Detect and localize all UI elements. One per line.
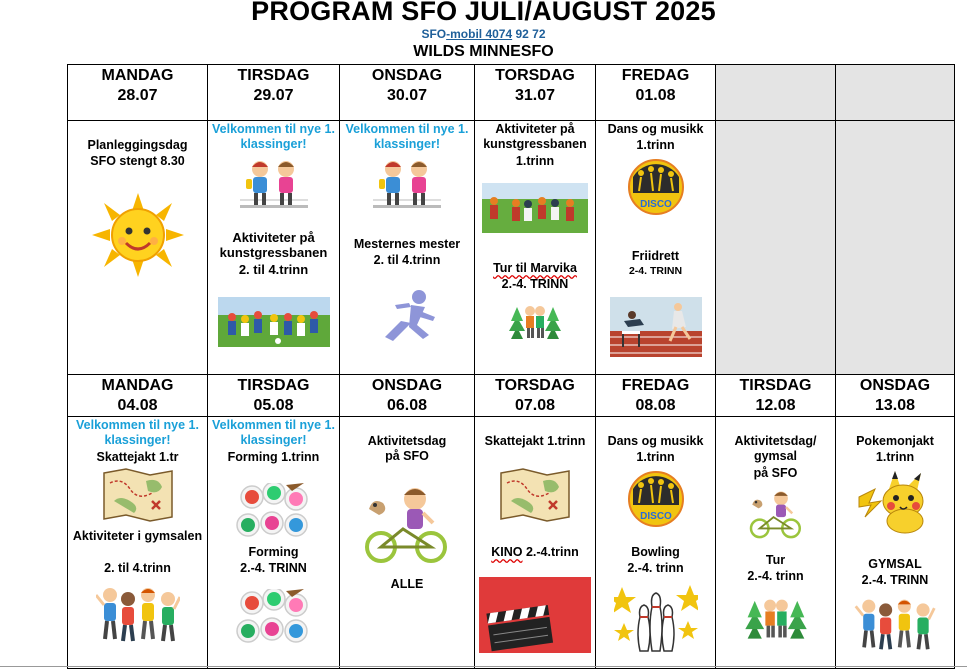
contact-line [0, 27, 967, 41]
bike-kid-icon [746, 487, 806, 541]
welcome-text: Velkommen til nye 1. klassinger! [212, 418, 335, 447]
place-text: på SFO [753, 466, 798, 480]
day-cell-tuesday [208, 121, 340, 375]
grade-text: 2.-4. TRINN [240, 561, 307, 575]
day-cell-monday [68, 417, 208, 669]
day-name: TORSDAG [495, 377, 575, 394]
activity-text: Skattejakt 1.trinn [484, 434, 586, 448]
week1-header-row [68, 65, 955, 121]
day-name: TORSDAG [495, 67, 575, 84]
grade-text: 2. til 4.trinn [104, 561, 171, 575]
grade-text: 1.trinn [636, 450, 675, 464]
day-name: TIRSDAG [237, 377, 310, 394]
football-photo [482, 183, 588, 233]
trip-grade: 2.-4. trinn [747, 569, 804, 583]
welcome-text: Velkommen til nye 1. klassinger! [76, 418, 199, 447]
happy-kids-icon [853, 595, 937, 653]
day-date: 31.07 [514, 87, 556, 104]
day-date: 13.08 [874, 397, 916, 414]
hiking-kids-icon [745, 589, 807, 641]
day-date: 30.07 [386, 87, 428, 104]
treasure-map-icon [100, 467, 176, 523]
header-cell [596, 375, 716, 417]
grade-text: 1.trinn [875, 450, 915, 464]
contact-suffix: 92 72 [512, 27, 546, 41]
welcome-text: Velkommen til nye 1. klassinger! [212, 122, 335, 151]
hiking-kids-icon [509, 297, 561, 341]
day-name: TIRSDAG [237, 67, 310, 84]
day-date: 01.08 [635, 87, 676, 104]
day-date: 08.08 [635, 397, 676, 414]
header-cell [68, 65, 208, 121]
week2-header-row [68, 375, 955, 417]
day-date: 29.07 [253, 87, 294, 104]
week2-content-row [68, 417, 955, 669]
day-cell-monday [68, 121, 208, 375]
pikachu-icon [855, 467, 935, 535]
activity-text: Mesternes mester [353, 237, 461, 251]
day-cell-thursday [475, 121, 596, 375]
header-cell [68, 375, 208, 417]
kids-crossing-icon [234, 155, 314, 213]
header-cell [340, 375, 475, 417]
gym-text: GYMSAL [868, 557, 922, 571]
activity-text: Planleggingsdag [87, 138, 188, 152]
day-name: TIRSDAG [739, 377, 812, 394]
day-date: 04.08 [117, 397, 158, 414]
runner-icon [367, 289, 447, 351]
header-cell [340, 65, 475, 121]
paint-palette-icon [236, 589, 312, 647]
activity-text: Forming 1.trinn [227, 450, 320, 464]
welcome-text: Velkommen til nye 1. klassinger! [345, 122, 469, 151]
page-edge-line [0, 666, 967, 667]
kino-text [475, 545, 595, 560]
header-cell [475, 65, 596, 121]
activity-text-2: Aktiviteter i gymsalen [72, 529, 203, 543]
trip-text: Tur [765, 553, 786, 567]
paint-palette-icon [236, 483, 312, 541]
grade-text: 2. til 4.trinn [238, 262, 309, 277]
empty-cell [836, 121, 955, 375]
day-cell-friday [596, 121, 716, 375]
football-photo [218, 297, 330, 347]
day-name: ONSDAG [371, 67, 443, 84]
bike-kid-icon [359, 483, 455, 565]
activity-text: Aktiviteter på kunstgressbanen [483, 122, 587, 151]
disco-icon [627, 159, 685, 215]
day-cell-friday [596, 417, 716, 669]
activity-note: SFO stengt 8.30 [90, 154, 185, 168]
day-name: MANDAG [101, 67, 174, 84]
bowling-grade: 2.-4. trinn [627, 561, 684, 575]
activity-text: Dans og musikk [607, 122, 704, 136]
header-cell [208, 375, 340, 417]
all-text: ALLE [390, 577, 424, 591]
trip-grade: 2.-4. TRINN [501, 277, 569, 291]
school-name: WILDS MINNESFO [413, 43, 554, 60]
day-cell-tuesday-2 [716, 417, 836, 669]
activity-text: Aktivitetsdag på SFO [367, 434, 447, 463]
activity-text: Skattejakt 1.tr [96, 450, 179, 464]
gym-grade: 2.-4. TRINN [861, 573, 929, 587]
sun-icon [88, 191, 188, 279]
day-cell-tuesday [208, 417, 340, 669]
day-date: 05.08 [253, 397, 294, 414]
grade-text: 1.trinn [515, 154, 555, 168]
day-date: 12.08 [755, 397, 796, 414]
day-cell-wednesday [340, 121, 475, 375]
day-cell-thursday [475, 417, 596, 669]
contact-link[interactable]: -mobil 4074 [446, 27, 513, 41]
disco-label: DISCO [639, 511, 672, 522]
sport-grade: 2-4. TRINN [628, 265, 683, 277]
empty-cell [716, 121, 836, 375]
day-cell-wednesday [340, 417, 475, 669]
page-title: PROGRAM SFO JULI/AUGUST 2025 [251, 0, 716, 26]
contact-prefix: SFO [421, 27, 447, 41]
bowling-icon [614, 577, 698, 655]
kino-label: KINO [491, 545, 523, 559]
grade-text: 1.trinn [636, 138, 675, 152]
day-name: FREDAG [621, 377, 690, 394]
disco-icon [627, 471, 685, 527]
header-cell [208, 65, 340, 121]
day-name: ONSDAG [371, 377, 443, 394]
activity-text: Pokemonjakt [856, 434, 934, 448]
treasure-map-icon [497, 467, 573, 523]
disco-label: DISCO [639, 199, 672, 210]
trip-text [475, 261, 595, 276]
bowling-text: Bowling [631, 545, 680, 559]
kino-grade: 2.-4.trinn [522, 545, 579, 559]
day-date: 07.08 [514, 397, 556, 414]
day-name: MANDAG [101, 377, 174, 394]
day-date: 28.07 [117, 87, 158, 104]
activity-text: Aktiviteter på kunstgressbanen [219, 230, 328, 260]
header-cell [596, 65, 716, 121]
header-cell [836, 375, 955, 417]
grade-text: 2. til 4.trinn [373, 253, 441, 267]
header-cell [475, 375, 596, 417]
empty-cell [836, 65, 955, 121]
day-date: 06.08 [386, 397, 428, 414]
day-cell-wednesday-2 [836, 417, 955, 669]
schedule-table [67, 64, 955, 669]
activity-text: Aktivitetsdag/ gymsal [734, 434, 817, 463]
activity-text: Dans og musikk [607, 434, 704, 448]
sport-text: Friidrett [631, 249, 680, 263]
day-name: ONSDAG [859, 377, 931, 394]
clapperboard-photo [479, 577, 591, 653]
empty-cell [716, 65, 836, 121]
happy-kids-icon [96, 583, 180, 645]
header-cell [716, 375, 836, 417]
day-name: FREDAG [621, 67, 690, 84]
trip-label: Tur til Marvika [493, 261, 577, 275]
activity-text-2: Forming [248, 545, 299, 559]
week1-content-row [68, 121, 955, 375]
athletics-photo [610, 297, 702, 357]
kids-crossing-icon [367, 155, 447, 213]
